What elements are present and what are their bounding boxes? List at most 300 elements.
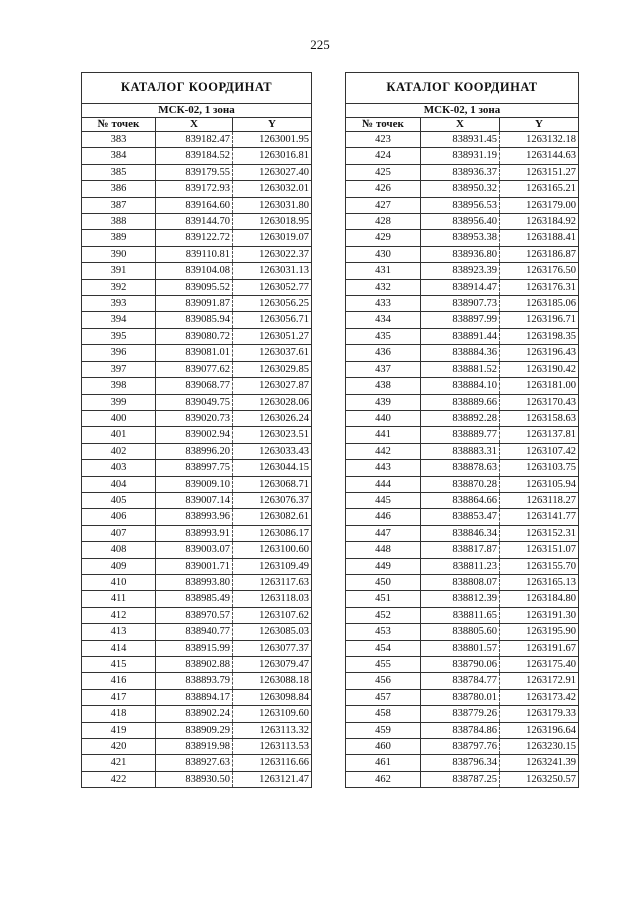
page-number: 225 — [310, 37, 330, 52]
y-coordinate-cell: 1263031.80 — [233, 197, 312, 213]
y-coordinate-cell: 1263196.64 — [500, 722, 579, 738]
x-coordinate-cell: 838784.86 — [421, 722, 500, 738]
table-row — [346, 476, 579, 492]
table-row — [346, 378, 579, 394]
point-number-cell: 395 — [82, 328, 156, 344]
x-coordinate-cell: 838914.47 — [421, 279, 500, 295]
y-coordinate-cell: 1263191.67 — [500, 640, 579, 656]
y-coordinate-cell: 1263184.92 — [500, 214, 579, 230]
x-coordinate-cell: 838956.53 — [421, 197, 500, 213]
x-coordinate-cell: 838993.96 — [156, 509, 233, 525]
table-row — [346, 492, 579, 508]
y-coordinate-cell: 1263176.31 — [500, 279, 579, 295]
x-coordinate-cell: 839122.72 — [156, 230, 233, 246]
point-number-cell: 449 — [346, 558, 421, 574]
point-number-cell: 442 — [346, 443, 421, 459]
point-number-cell: 412 — [82, 607, 156, 623]
x-coordinate-cell: 839184.52 — [156, 148, 233, 164]
x-coordinate-cell: 838787.25 — [421, 771, 500, 787]
point-number-cell: 456 — [346, 673, 421, 689]
table-row — [346, 771, 579, 787]
point-number-cell: 433 — [346, 296, 421, 312]
x-coordinate-cell: 838779.26 — [421, 706, 500, 722]
point-number-cell: 453 — [346, 624, 421, 640]
y-coordinate-cell: 1263158.63 — [500, 410, 579, 426]
y-coordinate-cell: 1263165.21 — [500, 181, 579, 197]
coordinate-catalog-table-left — [81, 72, 312, 788]
table-row — [82, 640, 312, 656]
point-number-cell: 459 — [346, 722, 421, 738]
point-number-cell: 397 — [82, 361, 156, 377]
y-coordinate-cell: 1263188.41 — [500, 230, 579, 246]
x-coordinate-cell: 839081.01 — [156, 345, 233, 361]
table-row — [82, 181, 312, 197]
table-row — [346, 460, 579, 476]
table-row — [82, 706, 312, 722]
y-coordinate-cell: 1263117.63 — [233, 574, 312, 590]
zone-label: МСК-02, 1 зона — [346, 104, 579, 118]
y-coordinate-cell: 1263179.00 — [500, 197, 579, 213]
x-coordinate-cell: 838784.77 — [421, 673, 500, 689]
point-number-cell: 403 — [82, 460, 156, 476]
y-coordinate-cell: 1263029.85 — [233, 361, 312, 377]
point-number-cell: 421 — [82, 755, 156, 771]
point-number-cell: 407 — [82, 525, 156, 541]
y-coordinate-cell: 1263056.71 — [233, 312, 312, 328]
x-coordinate-cell: 838909.29 — [156, 722, 233, 738]
x-coordinate-cell: 838902.24 — [156, 706, 233, 722]
x-coordinate-cell: 838915.99 — [156, 640, 233, 656]
y-coordinate-cell: 1263137.81 — [500, 427, 579, 443]
x-coordinate-cell: 838870.28 — [421, 476, 500, 492]
point-number-cell: 409 — [82, 558, 156, 574]
x-coordinate-cell: 838884.10 — [421, 378, 500, 394]
x-coordinate-cell: 838878.63 — [421, 460, 500, 476]
point-number-cell: 394 — [82, 312, 156, 328]
y-coordinate-cell: 1263016.81 — [233, 148, 312, 164]
table-row — [346, 640, 579, 656]
catalog-title: КАТАЛОГ КООРДИНАТ — [82, 73, 312, 104]
table-row — [346, 624, 579, 640]
x-coordinate-cell: 838892.28 — [421, 410, 500, 426]
x-coordinate-cell: 838950.32 — [421, 181, 500, 197]
x-coordinate-cell: 838864.66 — [421, 492, 500, 508]
y-coordinate-cell: 1263170.43 — [500, 394, 579, 410]
catalog-title: КАТАЛОГ КООРДИНАТ — [346, 73, 579, 104]
table-row — [346, 263, 579, 279]
x-coordinate-cell: 838780.01 — [421, 689, 500, 705]
point-number-cell: 462 — [346, 771, 421, 787]
y-coordinate-cell: 1263044.15 — [233, 460, 312, 476]
point-number-cell: 401 — [82, 427, 156, 443]
point-number-cell: 416 — [82, 673, 156, 689]
x-coordinate-cell: 839009.10 — [156, 476, 233, 492]
y-coordinate-cell: 1263230.15 — [500, 739, 579, 755]
x-coordinate-cell: 838930.50 — [156, 771, 233, 787]
point-number-cell: 415 — [82, 657, 156, 673]
point-number-cell: 430 — [346, 246, 421, 262]
y-coordinate-cell: 1263027.40 — [233, 164, 312, 180]
point-number-cell: 383 — [82, 132, 156, 148]
point-number-cell: 388 — [82, 214, 156, 230]
table-body-right — [346, 132, 579, 788]
table-row — [346, 164, 579, 180]
table-row — [346, 673, 579, 689]
point-number-cell: 391 — [82, 263, 156, 279]
table-row — [82, 574, 312, 590]
x-coordinate-cell: 839085.94 — [156, 312, 233, 328]
y-coordinate-cell: 1263250.57 — [500, 771, 579, 787]
y-coordinate-cell: 1263141.77 — [500, 509, 579, 525]
x-coordinate-cell: 839172.93 — [156, 181, 233, 197]
table-row — [82, 657, 312, 673]
table-row — [82, 673, 312, 689]
table-row — [346, 509, 579, 525]
point-number-cell: 396 — [82, 345, 156, 361]
table-row — [82, 755, 312, 771]
x-coordinate-cell: 839077.62 — [156, 361, 233, 377]
point-number-cell: 457 — [346, 689, 421, 705]
point-number-cell: 422 — [82, 771, 156, 787]
x-coordinate-cell: 839080.72 — [156, 328, 233, 344]
x-coordinate-cell: 839001.71 — [156, 558, 233, 574]
y-coordinate-cell: 1263027.87 — [233, 378, 312, 394]
y-coordinate-cell: 1263175.40 — [500, 657, 579, 673]
x-coordinate-cell: 838812.39 — [421, 591, 500, 607]
x-coordinate-cell: 838893.79 — [156, 673, 233, 689]
table-row — [82, 132, 312, 148]
table-row — [82, 558, 312, 574]
y-coordinate-cell: 1263022.37 — [233, 246, 312, 262]
y-coordinate-cell: 1263105.94 — [500, 476, 579, 492]
y-coordinate-cell: 1263033.43 — [233, 443, 312, 459]
table-row — [346, 181, 579, 197]
table-row — [82, 312, 312, 328]
x-coordinate-cell: 838897.99 — [421, 312, 500, 328]
column-header-y: Y — [233, 118, 312, 132]
y-coordinate-cell: 1263151.27 — [500, 164, 579, 180]
table-row — [346, 410, 579, 426]
x-coordinate-cell: 838919.98 — [156, 739, 233, 755]
point-number-cell: 455 — [346, 657, 421, 673]
table-row — [82, 361, 312, 377]
table-row — [82, 689, 312, 705]
x-coordinate-cell: 838846.34 — [421, 525, 500, 541]
y-coordinate-cell: 1263082.61 — [233, 509, 312, 525]
x-coordinate-cell: 839002.94 — [156, 427, 233, 443]
y-coordinate-cell: 1263098.84 — [233, 689, 312, 705]
table-row — [346, 361, 579, 377]
column-header-point: № точек — [346, 118, 421, 132]
table-row — [346, 443, 579, 459]
point-number-cell: 451 — [346, 591, 421, 607]
point-number-cell: 417 — [82, 689, 156, 705]
y-coordinate-cell: 1263196.71 — [500, 312, 579, 328]
point-number-cell: 448 — [346, 542, 421, 558]
point-number-cell: 426 — [346, 181, 421, 197]
table-row — [82, 542, 312, 558]
y-coordinate-cell: 1263191.30 — [500, 607, 579, 623]
x-coordinate-cell: 838817.87 — [421, 542, 500, 558]
y-coordinate-cell: 1263116.66 — [233, 755, 312, 771]
y-coordinate-cell: 1263085.03 — [233, 624, 312, 640]
point-number-cell: 437 — [346, 361, 421, 377]
table-row — [346, 132, 579, 148]
y-coordinate-cell: 1263086.17 — [233, 525, 312, 541]
point-number-cell: 413 — [82, 624, 156, 640]
y-coordinate-cell: 1263121.47 — [233, 771, 312, 787]
y-coordinate-cell: 1263113.53 — [233, 739, 312, 755]
y-coordinate-cell: 1263109.49 — [233, 558, 312, 574]
table-row — [82, 722, 312, 738]
point-number-cell: 389 — [82, 230, 156, 246]
x-coordinate-cell: 838796.34 — [421, 755, 500, 771]
y-coordinate-cell: 1263107.62 — [233, 607, 312, 623]
column-header-point: № точек — [82, 118, 156, 132]
x-coordinate-cell: 838907.73 — [421, 296, 500, 312]
x-coordinate-cell: 838891.44 — [421, 328, 500, 344]
y-coordinate-cell: 1263165.13 — [500, 574, 579, 590]
table-row — [82, 607, 312, 623]
x-coordinate-cell: 838936.80 — [421, 246, 500, 262]
y-coordinate-cell: 1263132.18 — [500, 132, 579, 148]
column-header-x: X — [421, 118, 500, 132]
x-coordinate-cell: 838936.37 — [421, 164, 500, 180]
table-row — [82, 378, 312, 394]
y-coordinate-cell: 1263052.77 — [233, 279, 312, 295]
x-coordinate-cell: 838996.20 — [156, 443, 233, 459]
point-number-cell: 390 — [82, 246, 156, 262]
point-number-cell: 460 — [346, 739, 421, 755]
point-number-cell: 425 — [346, 164, 421, 180]
table-row — [82, 230, 312, 246]
x-coordinate-cell: 838970.57 — [156, 607, 233, 623]
table-row — [82, 476, 312, 492]
point-number-cell: 418 — [82, 706, 156, 722]
table-row — [82, 443, 312, 459]
y-coordinate-cell: 1263198.35 — [500, 328, 579, 344]
x-coordinate-cell: 839020.73 — [156, 410, 233, 426]
point-number-cell: 440 — [346, 410, 421, 426]
x-coordinate-cell: 838902.88 — [156, 657, 233, 673]
y-coordinate-cell: 1263088.18 — [233, 673, 312, 689]
y-coordinate-cell: 1263107.42 — [500, 443, 579, 459]
x-coordinate-cell: 838811.23 — [421, 558, 500, 574]
y-coordinate-cell: 1263100.60 — [233, 542, 312, 558]
x-coordinate-cell: 838931.45 — [421, 132, 500, 148]
table-row — [346, 427, 579, 443]
point-number-cell: 399 — [82, 394, 156, 410]
y-coordinate-cell: 1263031.13 — [233, 263, 312, 279]
point-number-cell: 410 — [82, 574, 156, 590]
table-row — [82, 197, 312, 213]
point-number-cell: 429 — [346, 230, 421, 246]
table-row — [346, 345, 579, 361]
point-number-cell: 450 — [346, 574, 421, 590]
table-row — [82, 328, 312, 344]
x-coordinate-cell: 838889.66 — [421, 394, 500, 410]
point-number-cell: 398 — [82, 378, 156, 394]
y-coordinate-cell: 1263001.95 — [233, 132, 312, 148]
point-number-cell: 400 — [82, 410, 156, 426]
point-number-cell: 461 — [346, 755, 421, 771]
y-coordinate-cell: 1263185.06 — [500, 296, 579, 312]
y-coordinate-cell: 1263103.75 — [500, 460, 579, 476]
table-row — [82, 296, 312, 312]
x-coordinate-cell: 839095.52 — [156, 279, 233, 295]
y-coordinate-cell: 1263155.70 — [500, 558, 579, 574]
table-row — [82, 624, 312, 640]
point-number-cell: 445 — [346, 492, 421, 508]
table-row — [346, 296, 579, 312]
table-row — [82, 509, 312, 525]
x-coordinate-cell: 839049.75 — [156, 394, 233, 410]
point-number-cell: 387 — [82, 197, 156, 213]
x-coordinate-cell: 838801.57 — [421, 640, 500, 656]
table-row — [82, 460, 312, 476]
table-row — [82, 164, 312, 180]
x-coordinate-cell: 838889.77 — [421, 427, 500, 443]
table-row — [346, 755, 579, 771]
y-coordinate-cell: 1263018.95 — [233, 214, 312, 230]
point-number-cell: 435 — [346, 328, 421, 344]
table-row — [82, 427, 312, 443]
table-row — [346, 148, 579, 164]
point-number-cell: 411 — [82, 591, 156, 607]
table-row — [346, 394, 579, 410]
point-number-cell: 406 — [82, 509, 156, 525]
y-coordinate-cell: 1263144.63 — [500, 148, 579, 164]
y-coordinate-cell: 1263032.01 — [233, 181, 312, 197]
point-number-cell: 384 — [82, 148, 156, 164]
x-coordinate-cell: 839068.77 — [156, 378, 233, 394]
y-coordinate-cell: 1263109.60 — [233, 706, 312, 722]
table-row — [346, 542, 579, 558]
x-coordinate-cell: 838883.31 — [421, 443, 500, 459]
table-row — [82, 246, 312, 262]
point-number-cell: 393 — [82, 296, 156, 312]
point-number-cell: 419 — [82, 722, 156, 738]
table-row — [346, 657, 579, 673]
x-coordinate-cell: 838790.06 — [421, 657, 500, 673]
table-row — [82, 345, 312, 361]
y-coordinate-cell: 1263028.06 — [233, 394, 312, 410]
table-row — [346, 328, 579, 344]
x-coordinate-cell: 838881.52 — [421, 361, 500, 377]
table-row — [82, 525, 312, 541]
y-coordinate-cell: 1263056.25 — [233, 296, 312, 312]
x-coordinate-cell: 839003.07 — [156, 542, 233, 558]
point-number-cell: 414 — [82, 640, 156, 656]
table-body-left — [82, 132, 312, 788]
x-coordinate-cell: 838940.77 — [156, 624, 233, 640]
coordinate-catalog-table-right — [345, 72, 579, 788]
y-coordinate-cell: 1263152.31 — [500, 525, 579, 541]
table-row — [82, 148, 312, 164]
table-row — [82, 591, 312, 607]
table-row — [346, 591, 579, 607]
point-number-cell: 404 — [82, 476, 156, 492]
x-coordinate-cell: 838884.36 — [421, 345, 500, 361]
point-number-cell: 420 — [82, 739, 156, 755]
table-row — [82, 214, 312, 230]
y-coordinate-cell: 1263179.33 — [500, 706, 579, 722]
y-coordinate-cell: 1263151.07 — [500, 542, 579, 558]
y-coordinate-cell: 1263196.43 — [500, 345, 579, 361]
y-coordinate-cell: 1263181.00 — [500, 378, 579, 394]
point-number-cell: 405 — [82, 492, 156, 508]
table-row — [82, 739, 312, 755]
point-number-cell: 427 — [346, 197, 421, 213]
x-coordinate-cell: 839164.60 — [156, 197, 233, 213]
table-row — [82, 771, 312, 787]
table-row — [82, 492, 312, 508]
point-number-cell: 386 — [82, 181, 156, 197]
x-coordinate-cell: 839110.81 — [156, 246, 233, 262]
point-number-cell: 434 — [346, 312, 421, 328]
point-number-cell: 439 — [346, 394, 421, 410]
point-number-cell: 444 — [346, 476, 421, 492]
point-number-cell: 423 — [346, 132, 421, 148]
table-row — [346, 574, 579, 590]
x-coordinate-cell: 838923.39 — [421, 263, 500, 279]
point-number-cell: 392 — [82, 279, 156, 295]
x-coordinate-cell: 838853.47 — [421, 509, 500, 525]
table-row — [346, 214, 579, 230]
y-coordinate-cell: 1263190.42 — [500, 361, 579, 377]
x-coordinate-cell: 838993.80 — [156, 574, 233, 590]
point-number-cell: 438 — [346, 378, 421, 394]
y-coordinate-cell: 1263079.47 — [233, 657, 312, 673]
point-number-cell: 408 — [82, 542, 156, 558]
x-coordinate-cell: 838811.65 — [421, 607, 500, 623]
y-coordinate-cell: 1263118.03 — [233, 591, 312, 607]
point-number-cell: 424 — [346, 148, 421, 164]
y-coordinate-cell: 1263019.07 — [233, 230, 312, 246]
x-coordinate-cell: 838997.75 — [156, 460, 233, 476]
table-row — [346, 312, 579, 328]
table-row — [346, 689, 579, 705]
point-number-cell: 446 — [346, 509, 421, 525]
column-header-y: Y — [500, 118, 579, 132]
point-number-cell: 431 — [346, 263, 421, 279]
table-row — [346, 607, 579, 623]
table-row — [346, 230, 579, 246]
x-coordinate-cell: 838797.76 — [421, 739, 500, 755]
x-coordinate-cell: 838953.38 — [421, 230, 500, 246]
point-number-cell: 447 — [346, 525, 421, 541]
x-coordinate-cell: 838894.17 — [156, 689, 233, 705]
x-coordinate-cell: 839007.14 — [156, 492, 233, 508]
x-coordinate-cell: 839144.70 — [156, 214, 233, 230]
x-coordinate-cell: 839179.55 — [156, 164, 233, 180]
table-row — [346, 739, 579, 755]
y-coordinate-cell: 1263195.90 — [500, 624, 579, 640]
y-coordinate-cell: 1263037.61 — [233, 345, 312, 361]
y-coordinate-cell: 1263076.37 — [233, 492, 312, 508]
table-row — [346, 722, 579, 738]
point-number-cell: 458 — [346, 706, 421, 722]
table-row — [346, 558, 579, 574]
point-number-cell: 385 — [82, 164, 156, 180]
table-row — [82, 263, 312, 279]
point-number-cell: 452 — [346, 607, 421, 623]
point-number-cell: 436 — [346, 345, 421, 361]
x-coordinate-cell: 838927.63 — [156, 755, 233, 771]
x-coordinate-cell: 838931.19 — [421, 148, 500, 164]
table-row — [82, 410, 312, 426]
y-coordinate-cell: 1263241.39 — [500, 755, 579, 771]
